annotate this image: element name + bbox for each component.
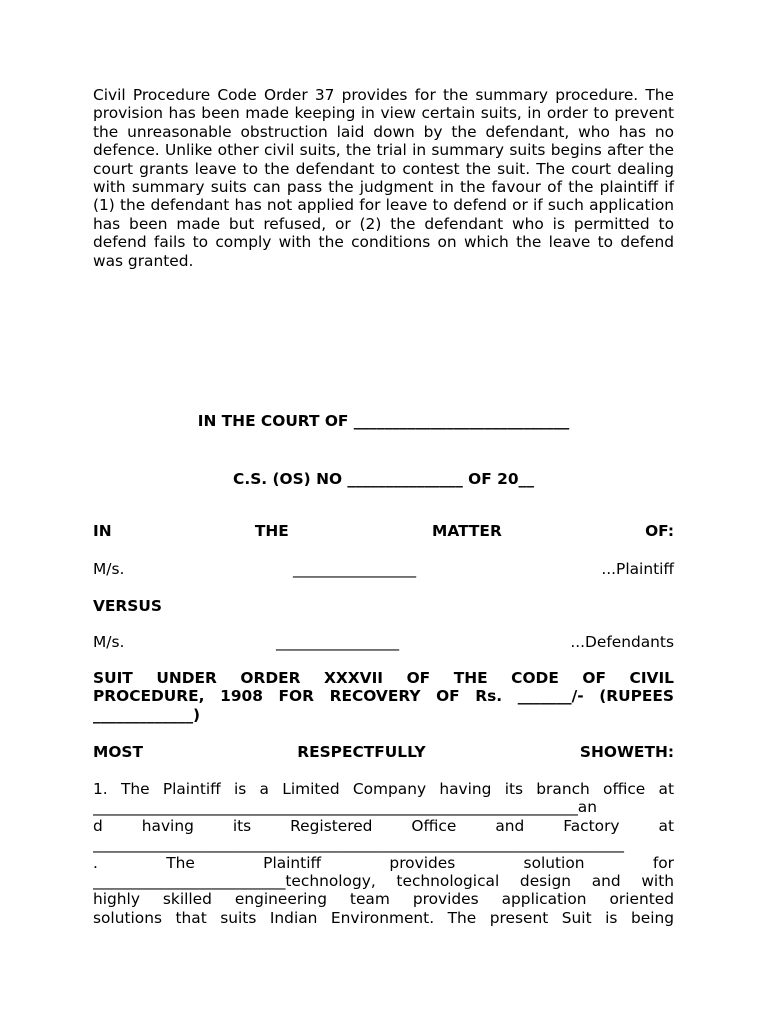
para1-line-2: _______________________________________________________________an <box>93 798 597 817</box>
suit-title-line-1: SUIT UNDER ORDER XXXVII OF THE CODE OF CIVIL <box>93 669 674 687</box>
defendant-row <box>93 633 674 651</box>
defendant-prefix: M/s. <box>93 633 125 651</box>
matter-word-the: THE <box>254 522 289 540</box>
para1-line-7: highly skilled engineering team provides application oriented <box>93 890 674 909</box>
defendant-label: ...Defendants <box>570 633 674 651</box>
plaintiff-row <box>93 560 674 578</box>
para1-line-4: _____________________________________________________________________ <box>93 835 624 854</box>
plaintiff-name-blank: ________________ <box>293 560 417 578</box>
showeth-word-showeth: SHOWETH: <box>579 743 674 761</box>
plaintiff-label: ...Plaintiff <box>601 560 674 578</box>
most-respectfully-showeth <box>93 743 674 761</box>
defendant-name-blank: ________________ <box>276 633 400 651</box>
versus-heading: VERSUS <box>93 597 162 615</box>
para1-line-1: 1. The Plaintiff is a Limited Company having its branch office at <box>93 780 674 798</box>
court-heading: IN THE COURT OF ____________________________ <box>197 412 570 430</box>
showeth-word-most: MOST <box>93 743 143 761</box>
intro-paragraph: Civil Procedure Code Order 37 provides for the summary procedure. The provision has been made keeping in view certain suits, in order to prevent the unreasonable obstruction laid down by the defendant, who has no defence. Unlike other civil suits, the trial in summary suits begins after the court grants leave to the defendant to contest the suit. The court dealing with summary suits can pass the judgment in the favour of the plaintiff if (1) the defendant has not applied for leave to defend or if such application has been made but refused, or (2) the defendant who is permitted to defend fails to comply with the conditions on which the leave to defend was granted. <box>93 86 674 270</box>
matter-word-matter: MATTER <box>432 522 502 540</box>
in-the-matter-of <box>93 522 674 540</box>
paragraph-1 <box>93 780 674 927</box>
matter-word-of: OF: <box>645 522 674 540</box>
para1-line-8: solutions that suits Indian Environment. The present Suit is being <box>93 908 674 927</box>
para1-line-3: d having its Registered Office and Factory at <box>93 816 674 835</box>
suit-title <box>93 669 674 724</box>
case-number: C.S. (OS) NO _______________ OF 20__ <box>233 470 534 488</box>
matter-word-in: IN <box>93 522 112 540</box>
document-page <box>93 86 674 927</box>
showeth-word-respectfully: RESPECTFULLY <box>297 743 426 761</box>
para1-line-6: _________________________technology, technological design and with <box>93 871 674 890</box>
suit-title-line-2: PROCEDURE, 1908 FOR RECOVERY OF Rs. _______/- (RUPEES <box>93 687 674 706</box>
plaintiff-prefix: M/s. <box>93 560 125 578</box>
para1-line-5: . The Plaintiff provides solution for <box>93 853 674 872</box>
suit-title-line-3: _____________) <box>93 705 201 724</box>
